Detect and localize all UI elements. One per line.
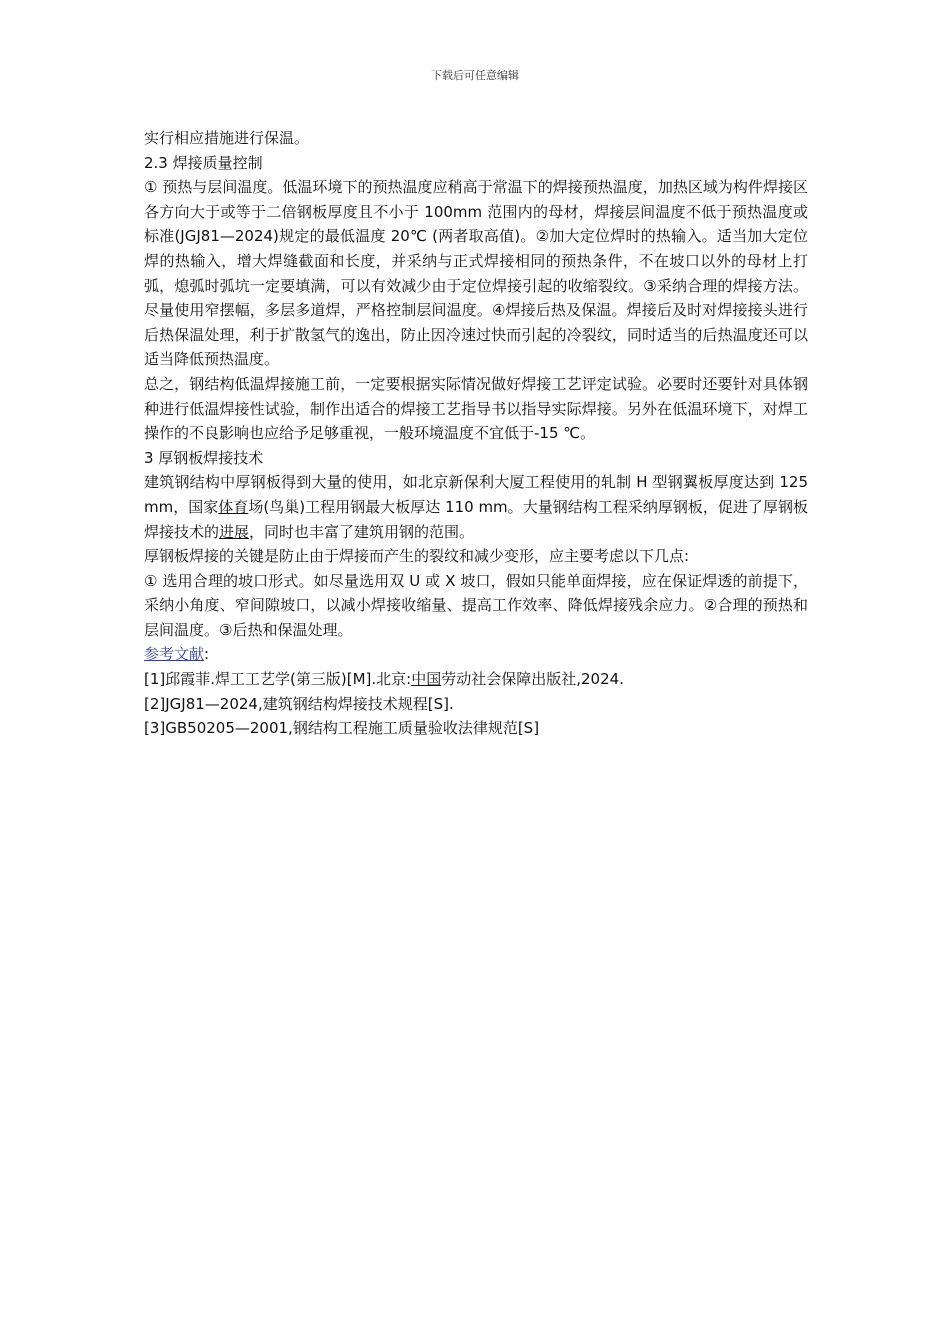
thick-plate-text-c: ，同时也丰富了建筑用钢的范围。	[249, 522, 475, 541]
link-sports[interactable]: 体育	[218, 497, 249, 516]
page-header: 下载后可任意编辑	[431, 69, 519, 82]
reference-2: [2]JGJ81—2024,建筑钢结构焊接技术规程[S].	[144, 694, 454, 713]
link-development[interactable]: 进展	[219, 522, 250, 541]
paragraph-intro: 实行相应措施进行保温。	[144, 129, 310, 147]
references-colon: :	[204, 645, 210, 664]
link-china[interactable]: 中国	[411, 670, 442, 689]
section-heading-3: 3 厚钢板焊接技术	[144, 448, 264, 467]
document-body	[144, 126, 808, 741]
reference-1	[144, 667, 808, 692]
paragraph-thick-plate	[144, 470, 808, 544]
thick-plate-text-b: 场(鸟巢)工程用钢最大板厚达 110 mm。大量钢结构工程采纳厚钢板，促进了厚钢板焊接技术的	[144, 497, 808, 541]
paragraph-summary: 总之，钢结构低温焊接施工前，一定要根据实际情况做好焊接工艺评定试验。必要时还要针对具体钢种进行低温焊接性试验，制作出适合的焊接工艺指导书以指导实际焊接。另外在低温环境下，对焊工操作的不良影响也应给予足够重视，一般环境温度不宜低于-15 ℃。	[144, 374, 808, 443]
thick-plate-text-a: 建筑钢结构中厚钢板得到大量的使用，如北京新保利大厦工程使用的轧制 H 型钢翼板厚度达到 125 mm，国家	[144, 473, 808, 516]
reference-3: [3]GB50205—2001,钢结构工程施工质量验收法律规范[S]	[144, 719, 540, 738]
paragraph-quality-control: ① 预热与层间温度。低温环境下的预热温度应稍高于常温下的焊接预热温度，加热区域为构件焊接区各方向大于或等于二倍钢板厚度且不小于 100mm 范围内的母材，焊接层间温度不低于预热温度或标准(JGJ81—2024)规定的最低温度 20℃ (两者取高值)。②加大定位焊时的热输入。适当加大定位焊的热输入，增大焊缝截面和长度，并采纳与正式焊接相同的预热条件，不在坡口以外的母材上打弧，熄弧时弧坑一定要填满，可以有效减少由于定位焊接引起的收缩裂纹。③采纳合理的焊接方法。尽量使用窄摆幅，多层多道焊，严格控制层间温度。④焊接后热及保温。焊接后及时对焊接接头进行后热保温处理，利于扩散氢气的逸出，防止因冷速过快而引起的冷裂纹，同时适当的后热温度还可以适当降低预热温度。	[144, 178, 808, 369]
reference-1-text-a: [1]邱霞菲.焊工工艺学(第三版)[M].北京:	[144, 670, 412, 689]
references-link[interactable]: 参考文献	[144, 645, 205, 664]
reference-1-text-b: 劳动社会保障出版社,2024.	[441, 670, 624, 689]
paragraph-key-points: 厚钢板焊接的关键是防止由于焊接而产生的裂纹和减少变形，应主要考虑以下几点:	[144, 547, 690, 566]
section-heading-2-3: 2.3 焊接质量控制	[144, 153, 263, 172]
paragraph-points-list: ① 选用合理的坡口形式。如尽量选用双 U 或 X 坡口，假如只能单面焊接，应在保证焊透的前提下，采纳小角度、窄间隙坡口，以减小焊接收缩量、提高工作效率、降低焊接残余应力。②合理的预热和层间温度。③后热和保温处理。	[144, 571, 808, 639]
references-heading	[144, 642, 808, 667]
